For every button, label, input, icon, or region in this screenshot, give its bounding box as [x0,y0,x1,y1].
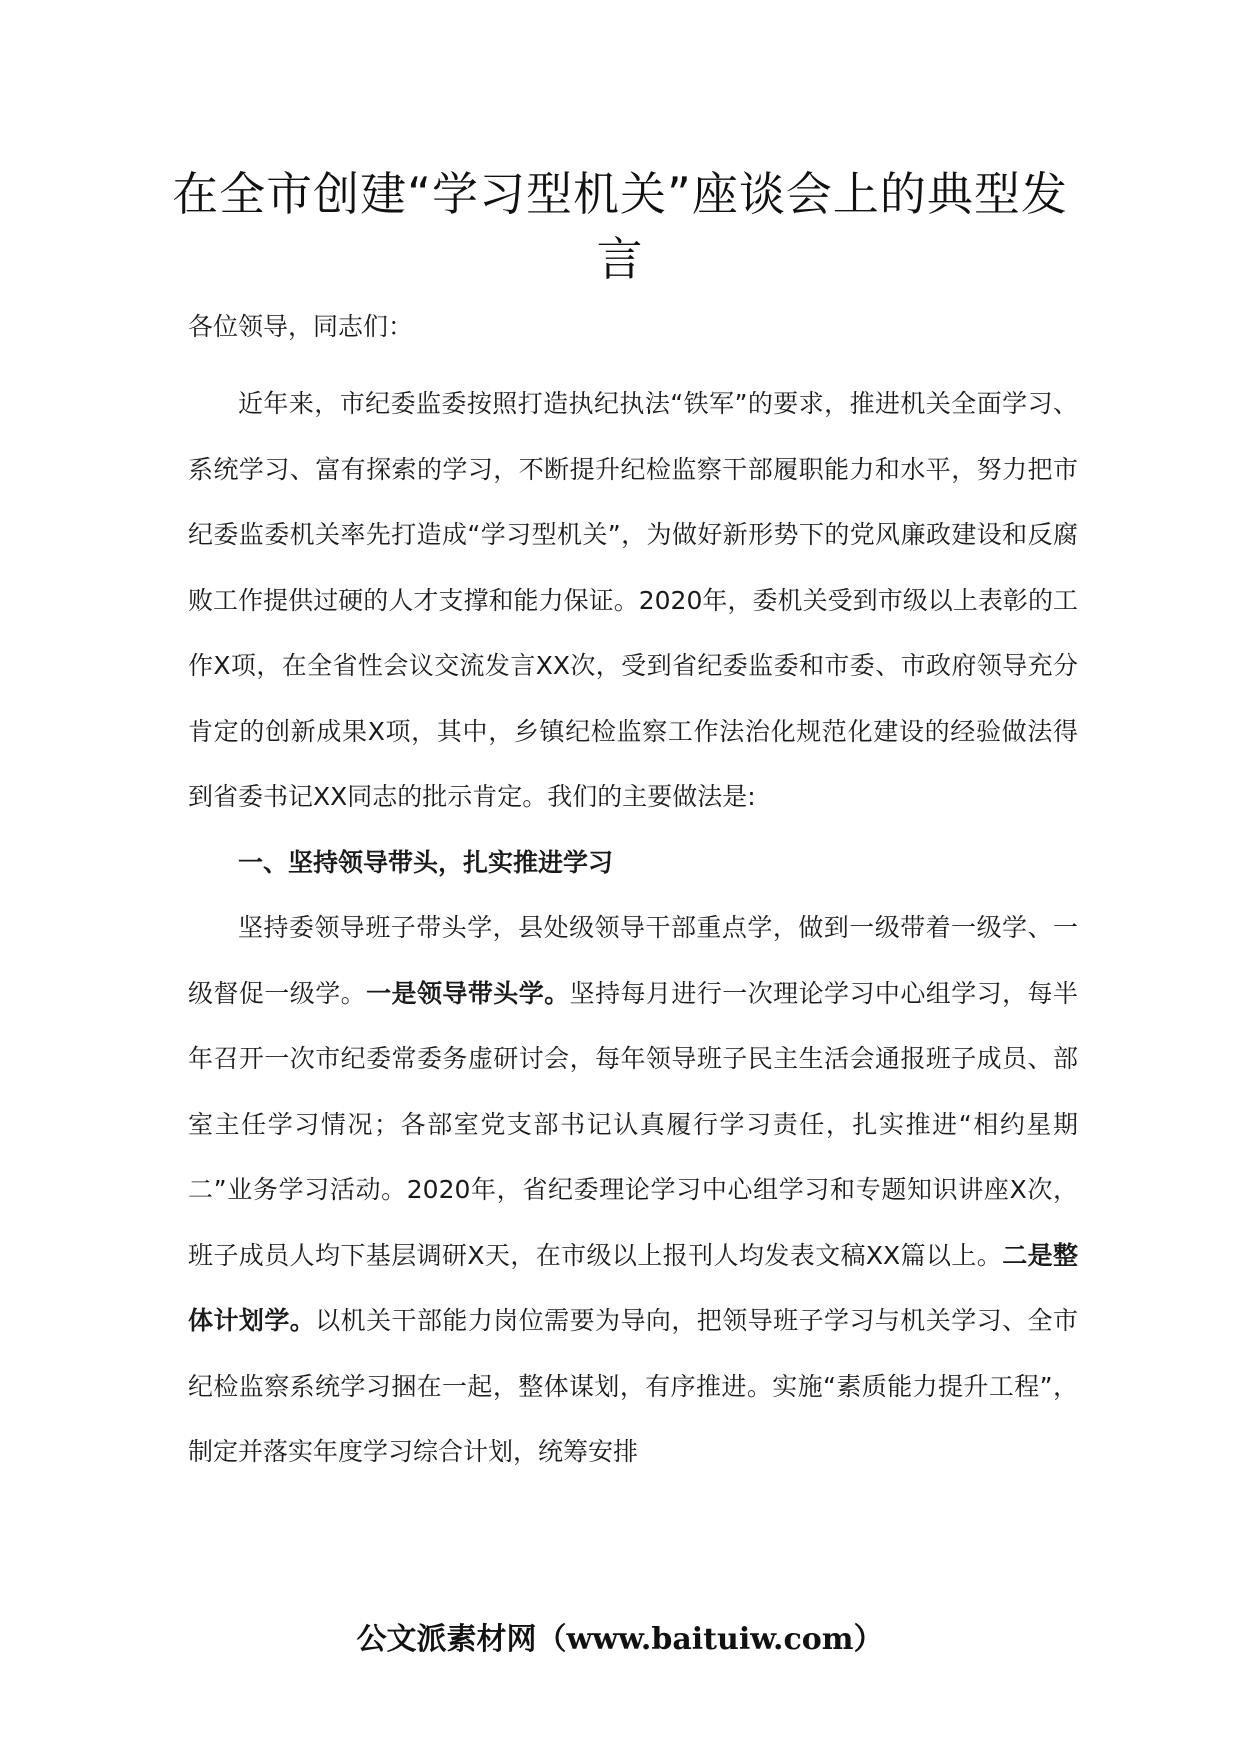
document-body [188,305,1078,1485]
section-1-text-part3: 以机关干部能力岗位需要为导向，把领导班子学习与机关学习、全市纪检监察系统学习捆在一起，整体谋划，有序推进。实施“素质能力提升工程”，制定并落实年度学习综合计划，统筹安排 [188,1306,1078,1466]
section-1-text-part2: 坚持每月进行一次理论学习中心组学习，每半年召开一次市纪委常委务虚研讨会，每年领导班子民主生活会通报班子成员、部室主任学习情况；各部室党支部书记认真履行学习责任，扎实推进“相约星期二”业务学习活动。2020年，省纪委理论学习中心组学习和专题知识讲座X次，班子成员人均下基层调研X天，在市级以上报刊人均发表文稿XX篇以上。 [188,978,1078,1270]
document-title: 在全市创建“学习型机关”座谈会上的典型发言 [172,167,1068,286]
section-1-text-part1: 坚持委领导班子带头学，县处级领导干部重点学，做到一级带着一级学、一级督促一级学。 [188,913,1078,1008]
section-1-paragraph [188,895,1078,1485]
section-1-bold-point-2: 二是整体计划学。 [188,1240,1078,1335]
footer-watermark: 公文派素材网（www.baituiw.com） [356,1622,884,1657]
section-1-heading: 一、坚持领导带头，扎实推进学习 [238,847,614,877]
section-1-bold-point-1: 一是领导带头学。 [366,978,570,1008]
salutation: 各位领导，同志们： [188,312,414,341]
intro-paragraph: 近年来，市纪委监委按照打造执纪执法“铁军”的要求，推进机关全面学习、系统学习、富有探索的学习，不断提升纪检监察干部履职能力和水平，努力把市纪委监委机关率先打造成“学习型机关”，为做好新形势下的党风廉政建设和反腐败工作提供过硬的人才支撑和能力保证。2020年，委机关受到市级以上表彰的工作X项，在全省性会议交流发言XX次，受到省纪委监委和市委、市政府领导充分肯定的创新成果X项，其中，乡镇纪检监察工作法治化规范化建设的经验做法得到省委书记XX同志的批示肯定。我们的主要做法是: [188,389,1078,811]
